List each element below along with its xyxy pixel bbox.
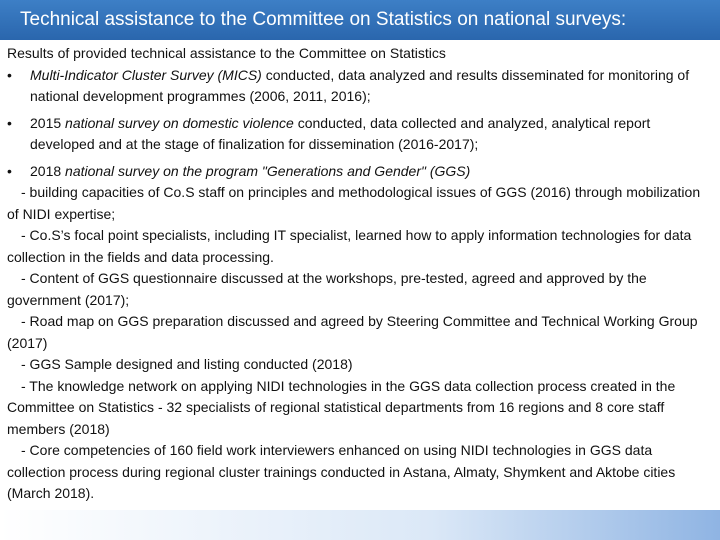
bullet-prefix: 2018 xyxy=(30,162,66,179)
bullet-icon: • xyxy=(7,66,12,83)
slide-title: Technical assistance to the Committee on Statistics on national surveys: xyxy=(0,0,720,40)
sub-item: - Road map on GGS preparation discussed and agreed by Steering Committee and Technical Working Group (2017) xyxy=(7,313,698,351)
bullet-emphasis: national survey on domestic violence xyxy=(65,114,294,131)
sub-item: - Content of GGS questionnaire discussed at the workshops, pre-tested, agreed and approved by the government (2017); xyxy=(7,270,647,308)
bullet-item-domestic-violence xyxy=(7,113,713,156)
bullet-icon: • xyxy=(7,114,12,131)
section-heading: Results of provided technical assistance to the Committee on Statistics xyxy=(7,45,446,61)
sub-item: - Core competencies of 160 field work interviewers enhanced on using NIDI technologies in GGS data collection process during regional cluster trainings conducted in Astana, Almaty, Shymkent and Aktobe cities (March 2018). xyxy=(7,442,676,501)
sub-item: - Co.S’s focal point specialists, including IT specialist, learned how to apply information technologies for data collection in the fields and data processing. xyxy=(7,227,692,265)
bullet-text: conducted, data collected and analyzed, analytical report developed and at the stage of finalization for dissemination (2016-2017); xyxy=(30,114,651,152)
bottom-accent-bar xyxy=(0,510,720,540)
bullet-text: conducted, data analyzed and results disseminated for monitoring of national development programmes (2006, 2011, 2016); xyxy=(30,66,690,104)
bullet-item-ggs xyxy=(7,161,713,183)
sub-item: - The knowledge network on applying NIDI technologies in the GGS data collection process created in the Committee on Statistics - 32 specialists of regional statistical departments from 16 regions and 8 core staff members (2018) xyxy=(7,377,676,437)
slide-content xyxy=(7,43,713,526)
bullet-prefix: 2015 xyxy=(30,114,66,131)
sub-item: - building capacities of Co.S staff on principles and methodological issues of GGS (2016) through mobilization of NIDI expertise; xyxy=(7,184,701,222)
sub-item: - GGS Sample designed and listing conducted (2018) xyxy=(21,356,353,372)
bullet-emphasis: Multi-Indicator Cluster Survey (MICS) xyxy=(30,66,262,83)
bullet-emphasis: national survey on the program "Generations and Gender" (GGS) xyxy=(65,162,471,179)
bullet-icon: • xyxy=(7,162,12,179)
bullet-item-mics xyxy=(7,65,713,108)
